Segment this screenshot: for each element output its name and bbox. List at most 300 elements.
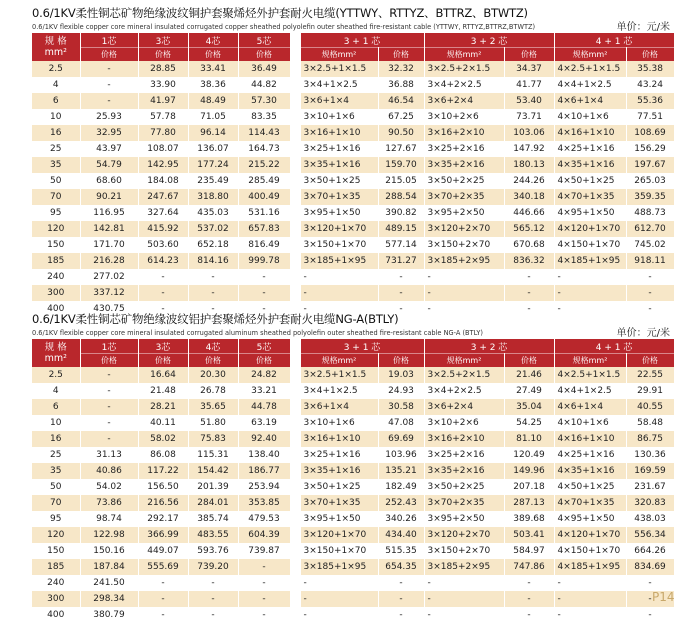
subheader-row bbox=[32, 48, 674, 62]
price-table bbox=[32, 33, 675, 317]
price-cell: 657.83 bbox=[238, 221, 290, 237]
price-cell: 67.25 bbox=[378, 109, 424, 125]
price-cell: - bbox=[188, 269, 238, 285]
price-cell: 108.69 bbox=[626, 125, 674, 141]
group-header: 3 + 1 芯 bbox=[300, 33, 424, 48]
price-cell: 54.79 bbox=[80, 157, 138, 173]
price-cell: 184.08 bbox=[138, 173, 188, 189]
price-cell: 654.35 bbox=[378, 559, 424, 575]
spec-combo-cell: 3×6+1×4 bbox=[300, 93, 378, 109]
price-cell: 149.96 bbox=[504, 463, 554, 479]
spec-combo-cell: 4×16+1×10 bbox=[554, 125, 626, 141]
price-cell: 142.81 bbox=[80, 221, 138, 237]
spec-cell: 35 bbox=[32, 463, 80, 479]
price-cell: 33.21 bbox=[238, 383, 290, 399]
price-cell: 816.49 bbox=[238, 237, 290, 253]
price-cell: 604.39 bbox=[238, 527, 290, 543]
price-cell: 48.49 bbox=[188, 93, 238, 109]
spec-combo-cell: 3×50+1×25 bbox=[300, 479, 378, 495]
spec-combo-cell: 3×70+2×35 bbox=[424, 495, 504, 511]
price-cell: 21.48 bbox=[138, 383, 188, 399]
spec-combo-cell: - bbox=[554, 285, 626, 301]
core-header: 4芯 bbox=[188, 33, 238, 48]
group-header: 3 + 2 芯 bbox=[424, 33, 554, 48]
price-cell: 612.70 bbox=[626, 221, 674, 237]
unit-label: 单价：元/米 bbox=[616, 22, 670, 33]
core-header: 5芯 bbox=[238, 33, 290, 48]
spec-col-header: 规格mm² bbox=[424, 354, 504, 368]
price-cell: 180.13 bbox=[504, 157, 554, 173]
spec-cell: 10 bbox=[32, 109, 80, 125]
price-cell: 320.83 bbox=[626, 495, 674, 511]
spec-cell: 2.5 bbox=[32, 367, 80, 383]
table-row bbox=[32, 527, 674, 543]
price-cell: 122.98 bbox=[80, 527, 138, 543]
price-cell: 231.67 bbox=[626, 479, 674, 495]
price-cell: 434.40 bbox=[378, 527, 424, 543]
spec-combo-cell: 3×35+2×16 bbox=[424, 463, 504, 479]
price-cell: - bbox=[238, 559, 290, 575]
price-cell: - bbox=[504, 607, 554, 623]
price-cell: 739.20 bbox=[188, 559, 238, 575]
spec-combo-cell: 3×25+1×16 bbox=[300, 141, 378, 157]
price-cell: 284.01 bbox=[188, 495, 238, 511]
spec-combo-cell: - bbox=[424, 575, 504, 591]
table-row bbox=[32, 399, 674, 415]
price-cell: 114.43 bbox=[238, 125, 290, 141]
price-cell: 24.82 bbox=[238, 367, 290, 383]
spec-combo-cell: 4×150+1×70 bbox=[554, 543, 626, 559]
price-cell: 77.51 bbox=[626, 109, 674, 125]
price-cell: - bbox=[138, 301, 188, 317]
price-cell: - bbox=[80, 77, 138, 93]
spec-combo-cell: 4×4+1×2.5 bbox=[554, 77, 626, 93]
spec-combo-cell: 3×185+2×95 bbox=[424, 253, 504, 269]
core-header: 1芯 bbox=[80, 339, 138, 354]
price-cell: 142.95 bbox=[138, 157, 188, 173]
spec-cell: 120 bbox=[32, 221, 80, 237]
price-cell: 390.82 bbox=[378, 205, 424, 221]
spec-combo-cell: 4×10+1×6 bbox=[554, 415, 626, 431]
group-header: 4 + 1 芯 bbox=[554, 33, 674, 48]
spec-combo-cell: 3×70+1×35 bbox=[300, 189, 378, 205]
core-header: 3芯 bbox=[138, 33, 188, 48]
price-header: 价格 bbox=[138, 48, 188, 62]
price-cell: 614.23 bbox=[138, 253, 188, 269]
price-cell: 739.87 bbox=[238, 543, 290, 559]
spec-combo-cell: 3×150+2×70 bbox=[424, 543, 504, 559]
price-cell: 235.49 bbox=[188, 173, 238, 189]
price-cell: 108.07 bbox=[138, 141, 188, 157]
spec-cell: 95 bbox=[32, 205, 80, 221]
table-row bbox=[32, 125, 674, 141]
spec-col-header: 规格mm² bbox=[554, 354, 626, 368]
price-cell: 51.80 bbox=[188, 415, 238, 431]
price-header: 价格 bbox=[504, 48, 554, 62]
price-cell: 19.03 bbox=[378, 367, 424, 383]
price-cell: - bbox=[378, 575, 424, 591]
spec-cell: 240 bbox=[32, 269, 80, 285]
price-cell: 83.35 bbox=[238, 109, 290, 125]
section-title: 0.6/1KV柔性铜芯矿物绝缘波纹铜护套聚烯烃外护套耐火电缆(YTTWY、RTTYZ、BTTRZ、BTWTZ) bbox=[32, 6, 528, 20]
price-cell: 34.37 bbox=[504, 61, 554, 77]
price-cell: 215.22 bbox=[238, 157, 290, 173]
table-row bbox=[32, 543, 674, 559]
price-cell: - bbox=[626, 575, 674, 591]
price-cell: - bbox=[80, 93, 138, 109]
price-header: 价格 bbox=[80, 354, 138, 368]
spec-combo-cell: 3×95+2×50 bbox=[424, 511, 504, 527]
price-cell: 28.21 bbox=[138, 399, 188, 415]
spec-combo-cell: 4×70+1×35 bbox=[554, 495, 626, 511]
price-cell: 531.16 bbox=[238, 205, 290, 221]
table-row bbox=[32, 61, 674, 77]
spec-combo-cell: 4×120+1×70 bbox=[554, 527, 626, 543]
price-cell: 35.04 bbox=[504, 399, 554, 415]
spec-cell: 185 bbox=[32, 253, 80, 269]
price-cell: - bbox=[188, 301, 238, 317]
table-row bbox=[32, 559, 674, 575]
price-cell: - bbox=[188, 607, 238, 623]
price-cell: 77.80 bbox=[138, 125, 188, 141]
price-cell: 31.13 bbox=[80, 447, 138, 463]
spec-header: 规 格 mm² bbox=[32, 33, 80, 61]
spec-cell: 70 bbox=[32, 189, 80, 205]
spec-combo-cell: 3×120+2×70 bbox=[424, 221, 504, 237]
price-cell: 292.17 bbox=[138, 511, 188, 527]
price-cell: - bbox=[80, 431, 138, 447]
spec-cell: 16 bbox=[32, 125, 80, 141]
spec-combo-cell: 3×16+1×10 bbox=[300, 125, 378, 141]
group-header: 3 + 2 芯 bbox=[424, 339, 554, 354]
table-row bbox=[32, 591, 674, 607]
price-cell: 277.02 bbox=[80, 269, 138, 285]
price-cell: 103.96 bbox=[378, 447, 424, 463]
spec-combo-cell: - bbox=[554, 269, 626, 285]
table-row bbox=[32, 109, 674, 125]
price-cell: - bbox=[138, 575, 188, 591]
price-cell: 182.49 bbox=[378, 479, 424, 495]
spec-combo-cell: - bbox=[300, 591, 378, 607]
spec-combo-cell: 3×150+1×70 bbox=[300, 237, 378, 253]
price-cell: 359.35 bbox=[626, 189, 674, 205]
price-cell: 164.73 bbox=[238, 141, 290, 157]
price-cell: 86.75 bbox=[626, 431, 674, 447]
spec-combo-cell: 3×6+2×4 bbox=[424, 399, 504, 415]
price-cell: 27.49 bbox=[504, 383, 554, 399]
price-header: 价格 bbox=[188, 48, 238, 62]
price-cell: 33.90 bbox=[138, 77, 188, 93]
spec-cell: 240 bbox=[32, 575, 80, 591]
spec-combo-cell: 3×16+2×10 bbox=[424, 125, 504, 141]
table-row bbox=[32, 189, 674, 205]
price-cell: 20.30 bbox=[188, 367, 238, 383]
table-row bbox=[32, 495, 674, 511]
spec-combo-cell: 4×150+1×70 bbox=[554, 237, 626, 253]
price-cell: - bbox=[238, 575, 290, 591]
price-cell: 652.18 bbox=[188, 237, 238, 253]
spec-combo-cell: 4×95+1×50 bbox=[554, 511, 626, 527]
price-cell: 44.82 bbox=[238, 77, 290, 93]
table-body bbox=[32, 367, 674, 623]
unit-label: 单价：元/米 bbox=[616, 328, 670, 339]
spec-combo-cell: 3×120+1×70 bbox=[300, 221, 378, 237]
price-header: 价格 bbox=[188, 354, 238, 368]
price-cell: 555.69 bbox=[138, 559, 188, 575]
price-cell: 26.78 bbox=[188, 383, 238, 399]
price-cell: 593.76 bbox=[188, 543, 238, 559]
table-row bbox=[32, 415, 674, 431]
price-cell: 430.75 bbox=[80, 301, 138, 317]
price-cell: 43.97 bbox=[80, 141, 138, 157]
spec-combo-cell: 3×185+1×95 bbox=[300, 559, 378, 575]
price-cell: - bbox=[188, 575, 238, 591]
price-cell: 130.36 bbox=[626, 447, 674, 463]
price-cell: 814.16 bbox=[188, 253, 238, 269]
header-row bbox=[32, 339, 674, 354]
price-cell: - bbox=[138, 269, 188, 285]
cable-price-section-aluminum-sheath bbox=[32, 312, 674, 623]
spec-cell: 150 bbox=[32, 543, 80, 559]
spec-cell: 2.5 bbox=[32, 61, 80, 77]
price-cell: 366.99 bbox=[138, 527, 188, 543]
price-cell: 40.55 bbox=[626, 399, 674, 415]
price-header: 价格 bbox=[626, 48, 674, 62]
cable-price-section-copper-sheath bbox=[32, 6, 674, 317]
price-header: 价格 bbox=[138, 354, 188, 368]
price-cell: 38.36 bbox=[188, 77, 238, 93]
spec-combo-cell: 4×25+1×16 bbox=[554, 447, 626, 463]
price-cell: 537.02 bbox=[188, 221, 238, 237]
price-cell: 565.12 bbox=[504, 221, 554, 237]
spec-combo-cell: 3×70+1×35 bbox=[300, 495, 378, 511]
price-header: 价格 bbox=[626, 354, 674, 368]
spec-combo-cell: 3×95+1×50 bbox=[300, 205, 378, 221]
table-row bbox=[32, 463, 674, 479]
price-header: 价格 bbox=[238, 354, 290, 368]
spec-cell: 50 bbox=[32, 173, 80, 189]
spec-combo-cell: - bbox=[300, 301, 378, 317]
spec-combo-cell: 3×95+1×50 bbox=[300, 511, 378, 527]
spec-combo-cell: 3×50+2×25 bbox=[424, 173, 504, 189]
price-cell: 86.08 bbox=[138, 447, 188, 463]
spec-combo-cell: 4×6+1×4 bbox=[554, 399, 626, 415]
table-row bbox=[32, 237, 674, 253]
price-cell: 43.24 bbox=[626, 77, 674, 93]
price-cell: - bbox=[80, 383, 138, 399]
spec-combo-cell: - bbox=[424, 285, 504, 301]
price-cell: 33.41 bbox=[188, 61, 238, 77]
price-cell: 57.78 bbox=[138, 109, 188, 125]
price-cell: 449.07 bbox=[138, 543, 188, 559]
price-cell: 25.93 bbox=[80, 109, 138, 125]
spec-combo-cell: 4×35+1×16 bbox=[554, 157, 626, 173]
spec-combo-cell: 4×35+1×16 bbox=[554, 463, 626, 479]
spec-combo-cell: 3×4+2×2.5 bbox=[424, 383, 504, 399]
price-header: 价格 bbox=[378, 354, 424, 368]
price-cell: 73.71 bbox=[504, 109, 554, 125]
price-cell: - bbox=[80, 415, 138, 431]
spec-combo-cell: 3×95+2×50 bbox=[424, 205, 504, 221]
price-cell: 385.74 bbox=[188, 511, 238, 527]
price-cell: 58.48 bbox=[626, 415, 674, 431]
price-cell: 57.30 bbox=[238, 93, 290, 109]
spec-combo-cell: 3×50+1×25 bbox=[300, 173, 378, 189]
spec-cell: 10 bbox=[32, 415, 80, 431]
price-cell: 380.79 bbox=[80, 607, 138, 623]
spec-cell: 35 bbox=[32, 157, 80, 173]
price-cell: 187.84 bbox=[80, 559, 138, 575]
spec-combo-cell: 4×2.5+1×1.5 bbox=[554, 61, 626, 77]
spec-cell: 6 bbox=[32, 399, 80, 415]
price-cell: 747.86 bbox=[504, 559, 554, 575]
spec-col-header: 规格mm² bbox=[554, 48, 626, 62]
price-cell: 46.54 bbox=[378, 93, 424, 109]
spec-combo-cell: 4×120+1×70 bbox=[554, 221, 626, 237]
price-cell: 120.49 bbox=[504, 447, 554, 463]
price-cell: 435.03 bbox=[188, 205, 238, 221]
price-cell: 30.58 bbox=[378, 399, 424, 415]
price-cell: 664.26 bbox=[626, 543, 674, 559]
spec-combo-cell: 3×35+2×16 bbox=[424, 157, 504, 173]
price-cell: 136.07 bbox=[188, 141, 238, 157]
spec-cell: 150 bbox=[32, 237, 80, 253]
price-cell: 21.46 bbox=[504, 367, 554, 383]
price-cell: - bbox=[378, 591, 424, 607]
price-cell: 577.14 bbox=[378, 237, 424, 253]
spec-combo-cell: 3×2.5+1×1.5 bbox=[300, 61, 378, 77]
price-cell: 40.11 bbox=[138, 415, 188, 431]
table-row bbox=[32, 447, 674, 463]
price-cell: 353.85 bbox=[238, 495, 290, 511]
spec-combo-cell: - bbox=[424, 269, 504, 285]
table-row bbox=[32, 383, 674, 399]
price-cell: 150.16 bbox=[80, 543, 138, 559]
spec-combo-cell: - bbox=[554, 301, 626, 317]
spec-cell: 120 bbox=[32, 527, 80, 543]
price-cell: 117.22 bbox=[138, 463, 188, 479]
table-row bbox=[32, 141, 674, 157]
price-cell: 337.12 bbox=[80, 285, 138, 301]
core-header: 3芯 bbox=[138, 339, 188, 354]
price-cell: 53.40 bbox=[504, 93, 554, 109]
core-header: 1芯 bbox=[80, 33, 138, 48]
price-cell: - bbox=[504, 591, 554, 607]
price-cell: - bbox=[238, 591, 290, 607]
core-header: 5芯 bbox=[238, 339, 290, 354]
price-cell: 73.86 bbox=[80, 495, 138, 511]
spec-combo-cell: 3×10+2×6 bbox=[424, 109, 504, 125]
header-row bbox=[32, 33, 674, 48]
spec-combo-cell: 3×50+2×25 bbox=[424, 479, 504, 495]
price-cell: - bbox=[80, 367, 138, 383]
price-cell: 98.74 bbox=[80, 511, 138, 527]
spec-cell: 70 bbox=[32, 495, 80, 511]
spec-combo-cell: 4×6+1×4 bbox=[554, 93, 626, 109]
table-row bbox=[32, 173, 674, 189]
spec-header: 规 格 mm² bbox=[32, 339, 80, 367]
spec-combo-cell: 4×25+1×16 bbox=[554, 141, 626, 157]
spec-cell: 6 bbox=[32, 93, 80, 109]
price-cell: 446.66 bbox=[504, 205, 554, 221]
spec-cell: 185 bbox=[32, 559, 80, 575]
price-cell: 515.35 bbox=[378, 543, 424, 559]
spec-combo-cell: - bbox=[300, 607, 378, 623]
table-row bbox=[32, 221, 674, 237]
price-cell: 154.42 bbox=[188, 463, 238, 479]
price-cell: 503.41 bbox=[504, 527, 554, 543]
spec-combo-cell: 4×10+1×6 bbox=[554, 109, 626, 125]
section-title: 0.6/1KV柔性铜芯矿物绝缘波纹铝护套聚烯烃外护套耐火电缆NG-A(BTLY) bbox=[32, 312, 399, 326]
price-cell: 32.95 bbox=[80, 125, 138, 141]
price-header: 价格 bbox=[80, 48, 138, 62]
spec-combo-cell: 3×4+1×2.5 bbox=[300, 77, 378, 93]
section-subtitle: 0.6/1KV flexible copper core mineral insulated corrugated copper sheathed polyolefin outer sheathed fire-resistant cable (YTTWY, RTTYZ,BTTRZ,BTWTZ) bbox=[32, 23, 536, 31]
price-cell: - bbox=[80, 399, 138, 415]
price-cell: 156.29 bbox=[626, 141, 674, 157]
price-cell: 503.60 bbox=[138, 237, 188, 253]
price-cell: 54.25 bbox=[504, 415, 554, 431]
price-cell: - bbox=[378, 607, 424, 623]
price-cell: - bbox=[238, 269, 290, 285]
price-cell: 44.78 bbox=[238, 399, 290, 415]
price-cell: 58.02 bbox=[138, 431, 188, 447]
spec-combo-cell: 3×35+1×16 bbox=[300, 463, 378, 479]
spec-combo-cell: 3×4+2×2.5 bbox=[424, 77, 504, 93]
price-cell: 247.67 bbox=[138, 189, 188, 205]
spec-cell: 300 bbox=[32, 285, 80, 301]
price-cell: - bbox=[238, 301, 290, 317]
price-cell: 55.36 bbox=[626, 93, 674, 109]
price-cell: 47.08 bbox=[378, 415, 424, 431]
spec-combo-cell: 4×95+1×50 bbox=[554, 205, 626, 221]
price-cell: - bbox=[626, 285, 674, 301]
table-row bbox=[32, 367, 674, 383]
price-cell: - bbox=[138, 607, 188, 623]
spec-combo-cell: 4×2.5+1×1.5 bbox=[554, 367, 626, 383]
spec-combo-cell: 3×6+2×4 bbox=[424, 93, 504, 109]
price-cell: 327.64 bbox=[138, 205, 188, 221]
price-cell: 92.40 bbox=[238, 431, 290, 447]
spec-combo-cell: 3×185+2×95 bbox=[424, 559, 504, 575]
price-cell: - bbox=[238, 607, 290, 623]
spec-col-header: 规格mm² bbox=[300, 354, 378, 368]
price-header: 价格 bbox=[238, 48, 290, 62]
price-cell: - bbox=[138, 591, 188, 607]
price-cell: 415.92 bbox=[138, 221, 188, 237]
spec-cell: 50 bbox=[32, 479, 80, 495]
spec-combo-cell: 4×185+1×95 bbox=[554, 253, 626, 269]
price-cell: 32.32 bbox=[378, 61, 424, 77]
price-header: 价格 bbox=[378, 48, 424, 62]
price-cell: 999.78 bbox=[238, 253, 290, 269]
price-cell: - bbox=[626, 591, 674, 607]
price-cell: 103.06 bbox=[504, 125, 554, 141]
group-header: 4 + 1 芯 bbox=[554, 339, 674, 354]
spec-combo-cell: 3×70+2×35 bbox=[424, 189, 504, 205]
section-subtitle: 0.6/1KV flexible copper core mineral insulated corrugated aluminum sheathed polyolefin outer sheathed fire-resistant cable NG-A (BTLY) bbox=[32, 329, 483, 337]
subheader-row bbox=[32, 354, 674, 368]
price-cell: 745.02 bbox=[626, 237, 674, 253]
price-cell: 438.03 bbox=[626, 511, 674, 527]
price-cell: 71.05 bbox=[188, 109, 238, 125]
price-cell: 483.55 bbox=[188, 527, 238, 543]
table-row bbox=[32, 575, 674, 591]
price-cell: 16.64 bbox=[138, 367, 188, 383]
price-cell: 90.21 bbox=[80, 189, 138, 205]
price-cell: 318.80 bbox=[188, 189, 238, 205]
spec-combo-cell: 3×10+1×6 bbox=[300, 109, 378, 125]
